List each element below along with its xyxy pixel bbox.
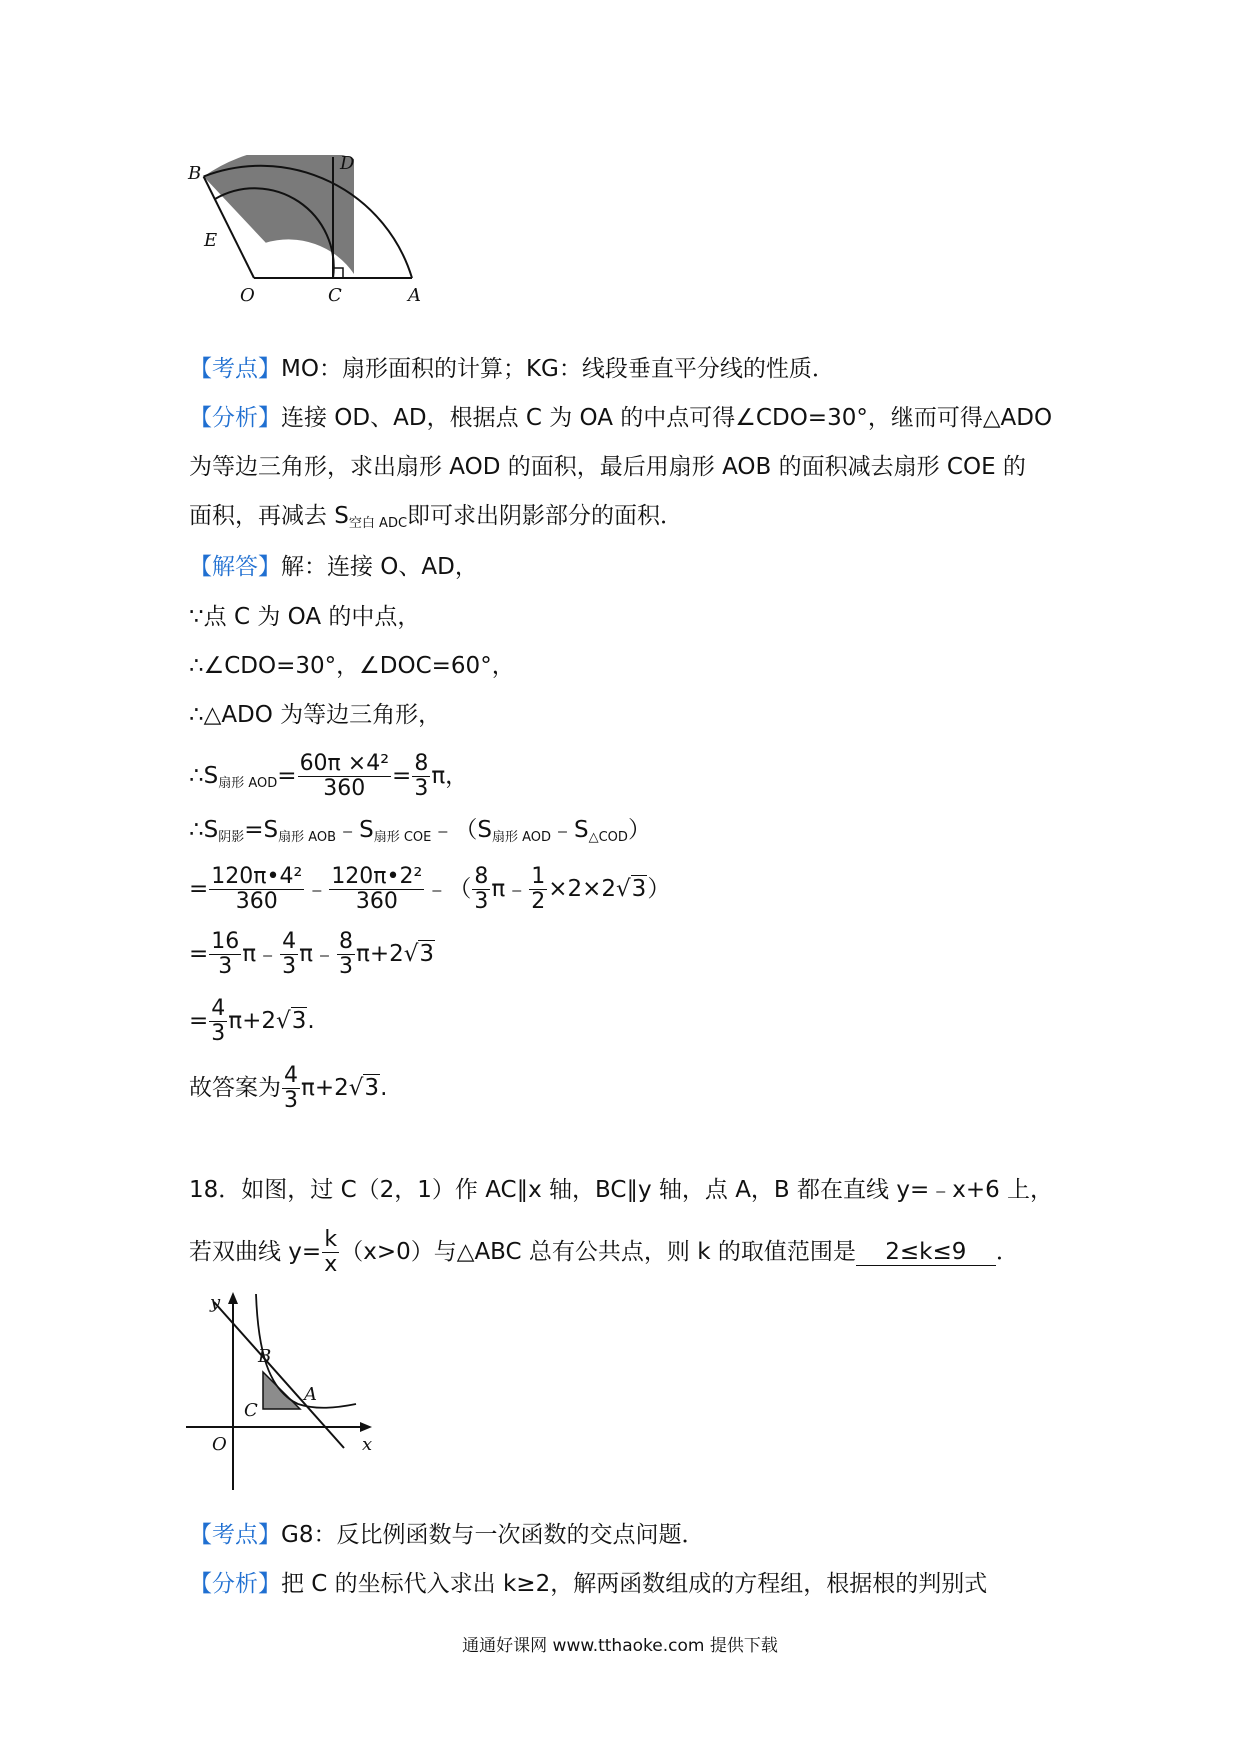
step5-b: =S (244, 817, 279, 843)
page-footer: 通通好课网 www.tthaoke.com 提供下载 (462, 1636, 778, 1656)
step6-den1: 360 (235, 889, 278, 914)
q17-step1: ∵点 C 为 OA 的中点， (189, 604, 421, 630)
label-O: O (212, 1434, 227, 1455)
step5-sub3: 扇形 COE (373, 830, 432, 845)
step4-eq2: = (392, 763, 412, 789)
q17-answer: 故答案为 $\frac{4}{3}$ π+2√3. (189, 1063, 388, 1113)
label-A: A (304, 1384, 317, 1405)
step8-sqrt: 3 (291, 1008, 307, 1034)
step5-a: ∴S (189, 817, 219, 843)
q18-num: k (322, 1228, 339, 1253)
answer-end: . (380, 1075, 388, 1101)
step6-num1: 120π•4² (211, 864, 303, 889)
step6-num4: 1 (531, 864, 546, 889)
q18-line1: 18．如图，过 C（2，1）作 AC∥x 轴，BC∥y 轴，点 A，B 都在直线 y=﹣x+6 上， (189, 1177, 1054, 1203)
q17-fenxi-line1 (189, 403, 1052, 433)
fenxi-line3-a: 面积，再减去 S (189, 503, 349, 529)
step7-frac2 (280, 930, 298, 979)
step6-den2: 360 (355, 889, 398, 914)
q17-step3: ∴△ADO 为等边三角形， (189, 702, 442, 728)
step7-mid1: π﹣ (242, 941, 280, 967)
label-y: y (210, 1292, 221, 1313)
step6-frac1 (209, 865, 304, 914)
step7-sqrt: 3 (419, 941, 435, 967)
q18-line2 (189, 1228, 1019, 1277)
step7-pre: = (189, 941, 209, 967)
q18-kaodian-tag: 【考点】 (189, 1522, 281, 1548)
step7-num2: 4 (282, 929, 297, 954)
step7-mid3: π+2 (356, 941, 404, 967)
step6-mid3: π﹣ (491, 876, 529, 902)
q18-line2-end: ． (995, 1239, 1019, 1265)
step7-num3: 8 (339, 929, 353, 954)
label-B: B (188, 163, 202, 184)
step5-f: ） (627, 817, 651, 843)
step6-mid4: ×2×2 (548, 876, 617, 902)
answer-mid: π+2 (301, 1075, 349, 1101)
step7-den2: 3 (282, 954, 297, 979)
q18-fenxi-tag: 【分析】 (189, 1571, 281, 1597)
step6-num2: 120π•2² (331, 864, 423, 889)
sector-figure (180, 155, 440, 335)
step5-sub5: △COD (588, 830, 628, 845)
step4-prefix: ∴S (189, 763, 219, 789)
jieda-tag: 【解答】 (189, 554, 281, 580)
q18-den: x (324, 1252, 338, 1277)
q17-kaodian (189, 354, 835, 384)
step5-sub1: 阴影 (218, 830, 245, 845)
answer-sqrt: 3 (364, 1075, 380, 1101)
step4-frac (298, 752, 391, 801)
step6-pre: = (189, 876, 209, 902)
q18-fenxi (189, 1569, 987, 1599)
fenxi-text: 连接 OD、AD，根据点 C 为 OA 的中点可得∠CDO=30°，继而可得△ADO (281, 405, 1053, 431)
step4-num: 60π ×4² (299, 751, 390, 776)
coordinate-figure (186, 1290, 386, 1495)
q18-line2-b: （x>0）与△ABC 总有公共点，则 k 的取值范围是 (340, 1239, 856, 1265)
q17-fenxi-line2: 为等边三角形，求出扇形 AOD 的面积，最后用扇形 AOB 的面积减去扇形 COE 的 (189, 454, 1026, 480)
step7-frac1 (209, 930, 241, 979)
step6-frac4 (529, 865, 547, 914)
q18-kaodian (189, 1520, 704, 1550)
step4-tail: π， (431, 763, 469, 789)
step4-eq: = (277, 763, 297, 789)
q17-step4 (189, 752, 468, 801)
step7-den1: 3 (218, 954, 233, 979)
step4-frac2 (412, 752, 430, 801)
step4-den: 360 (323, 776, 366, 801)
step5-d: ﹣（S (431, 817, 492, 843)
step5-sub2: 扇形 AOB (278, 830, 337, 845)
q18-line2-a: 若双曲线 y= (189, 1239, 322, 1265)
q17-step7: = $\frac{16}{3}$ π﹣ $\frac{4}{3}$ π﹣ $\frac{8}{3}$ π+2√3 (189, 929, 435, 979)
answer-den: 3 (284, 1088, 298, 1113)
kaodian-tag: 【考点】 (189, 356, 281, 382)
label-B: B (258, 1346, 272, 1367)
q18-frac (322, 1228, 339, 1277)
fenxi-line3-sub: 空白 ADC (348, 516, 408, 531)
answer-pre: 故答案为 (189, 1075, 281, 1101)
step6-num3: 8 (474, 864, 489, 889)
q18-fenxi-text: 把 C 的坐标代入求出 k≥2，解两函数组成的方程组，根据根的判别式 (281, 1571, 988, 1597)
y-arrow (228, 1292, 238, 1304)
label-C: C (244, 1400, 258, 1421)
shaded-region (204, 155, 354, 274)
step8-end: . (307, 1008, 315, 1034)
answer-num: 4 (284, 1063, 298, 1088)
step8-frac (209, 997, 227, 1046)
q17-fenxi-line3 (189, 501, 683, 539)
label-O: O (240, 285, 255, 306)
step5-sub4: 扇形 AOD (491, 830, 551, 845)
label-C: C (328, 285, 342, 306)
q17-step5 (189, 815, 651, 853)
step5-e: ﹣S (551, 817, 589, 843)
step6-den4: 2 (531, 889, 546, 914)
kaodian-text: MO：扇形面积的计算；KG：线段垂直平分线的性质． (281, 356, 835, 382)
label-D: D (340, 155, 355, 174)
step6-end: ） (647, 876, 671, 902)
step6-sqrt: 3 (631, 876, 647, 902)
answer-frac (282, 1064, 300, 1113)
step7-mid2: π﹣ (299, 941, 336, 967)
q18-kaodian-text: G8：反比例函数与一次函数的交点问题． (281, 1522, 705, 1548)
step8-mid: π+2 (228, 1008, 277, 1034)
fenxi-line3-b: 即可求出阴影部分的面积． (407, 503, 684, 529)
step4-num2: 8 (414, 751, 429, 776)
q17-step8: = $\frac{4}{3}$ π+2√3. (189, 996, 315, 1046)
label-E: E (204, 230, 218, 251)
label-A: A (408, 285, 421, 306)
step6-mid2: ﹣（ (425, 876, 472, 902)
step8-pre: = (189, 1008, 209, 1034)
step6-den3: 3 (474, 889, 489, 914)
step6-frac3 (472, 865, 490, 914)
q17-step2: ∴∠CDO=30°，∠DOC=60°， (189, 653, 515, 679)
step8-den: 3 (211, 1021, 226, 1046)
q17-jieda (189, 552, 478, 582)
x-arrow (360, 1422, 372, 1432)
step4-sub: 扇形 AOD (218, 776, 278, 791)
step5-c: ﹣S (336, 817, 374, 843)
q17-step6: = $\frac{\text{120π•4²}}{360}$ ﹣ $\frac{\text{120π•2²}}{360}$ ﹣（ $\frac{8}{3}$ π﹣ $\frac{1}{2}$ ×2×2√3） (189, 864, 671, 914)
step6-mid1: ﹣ (305, 876, 329, 902)
step4-den2: 3 (414, 776, 429, 801)
step8-num: 4 (211, 996, 226, 1021)
label-x: x (362, 1434, 373, 1455)
jieda-text: 解：连接 O、AD， (281, 554, 478, 580)
step7-frac3 (337, 930, 355, 979)
fenxi-tag: 【分析】 (189, 405, 281, 431)
step6-frac2 (329, 865, 424, 914)
q18-answer-blank: 2≤k≤9 (856, 1239, 996, 1266)
step7-num1: 16 (211, 929, 240, 954)
step7-den3: 3 (339, 954, 353, 979)
